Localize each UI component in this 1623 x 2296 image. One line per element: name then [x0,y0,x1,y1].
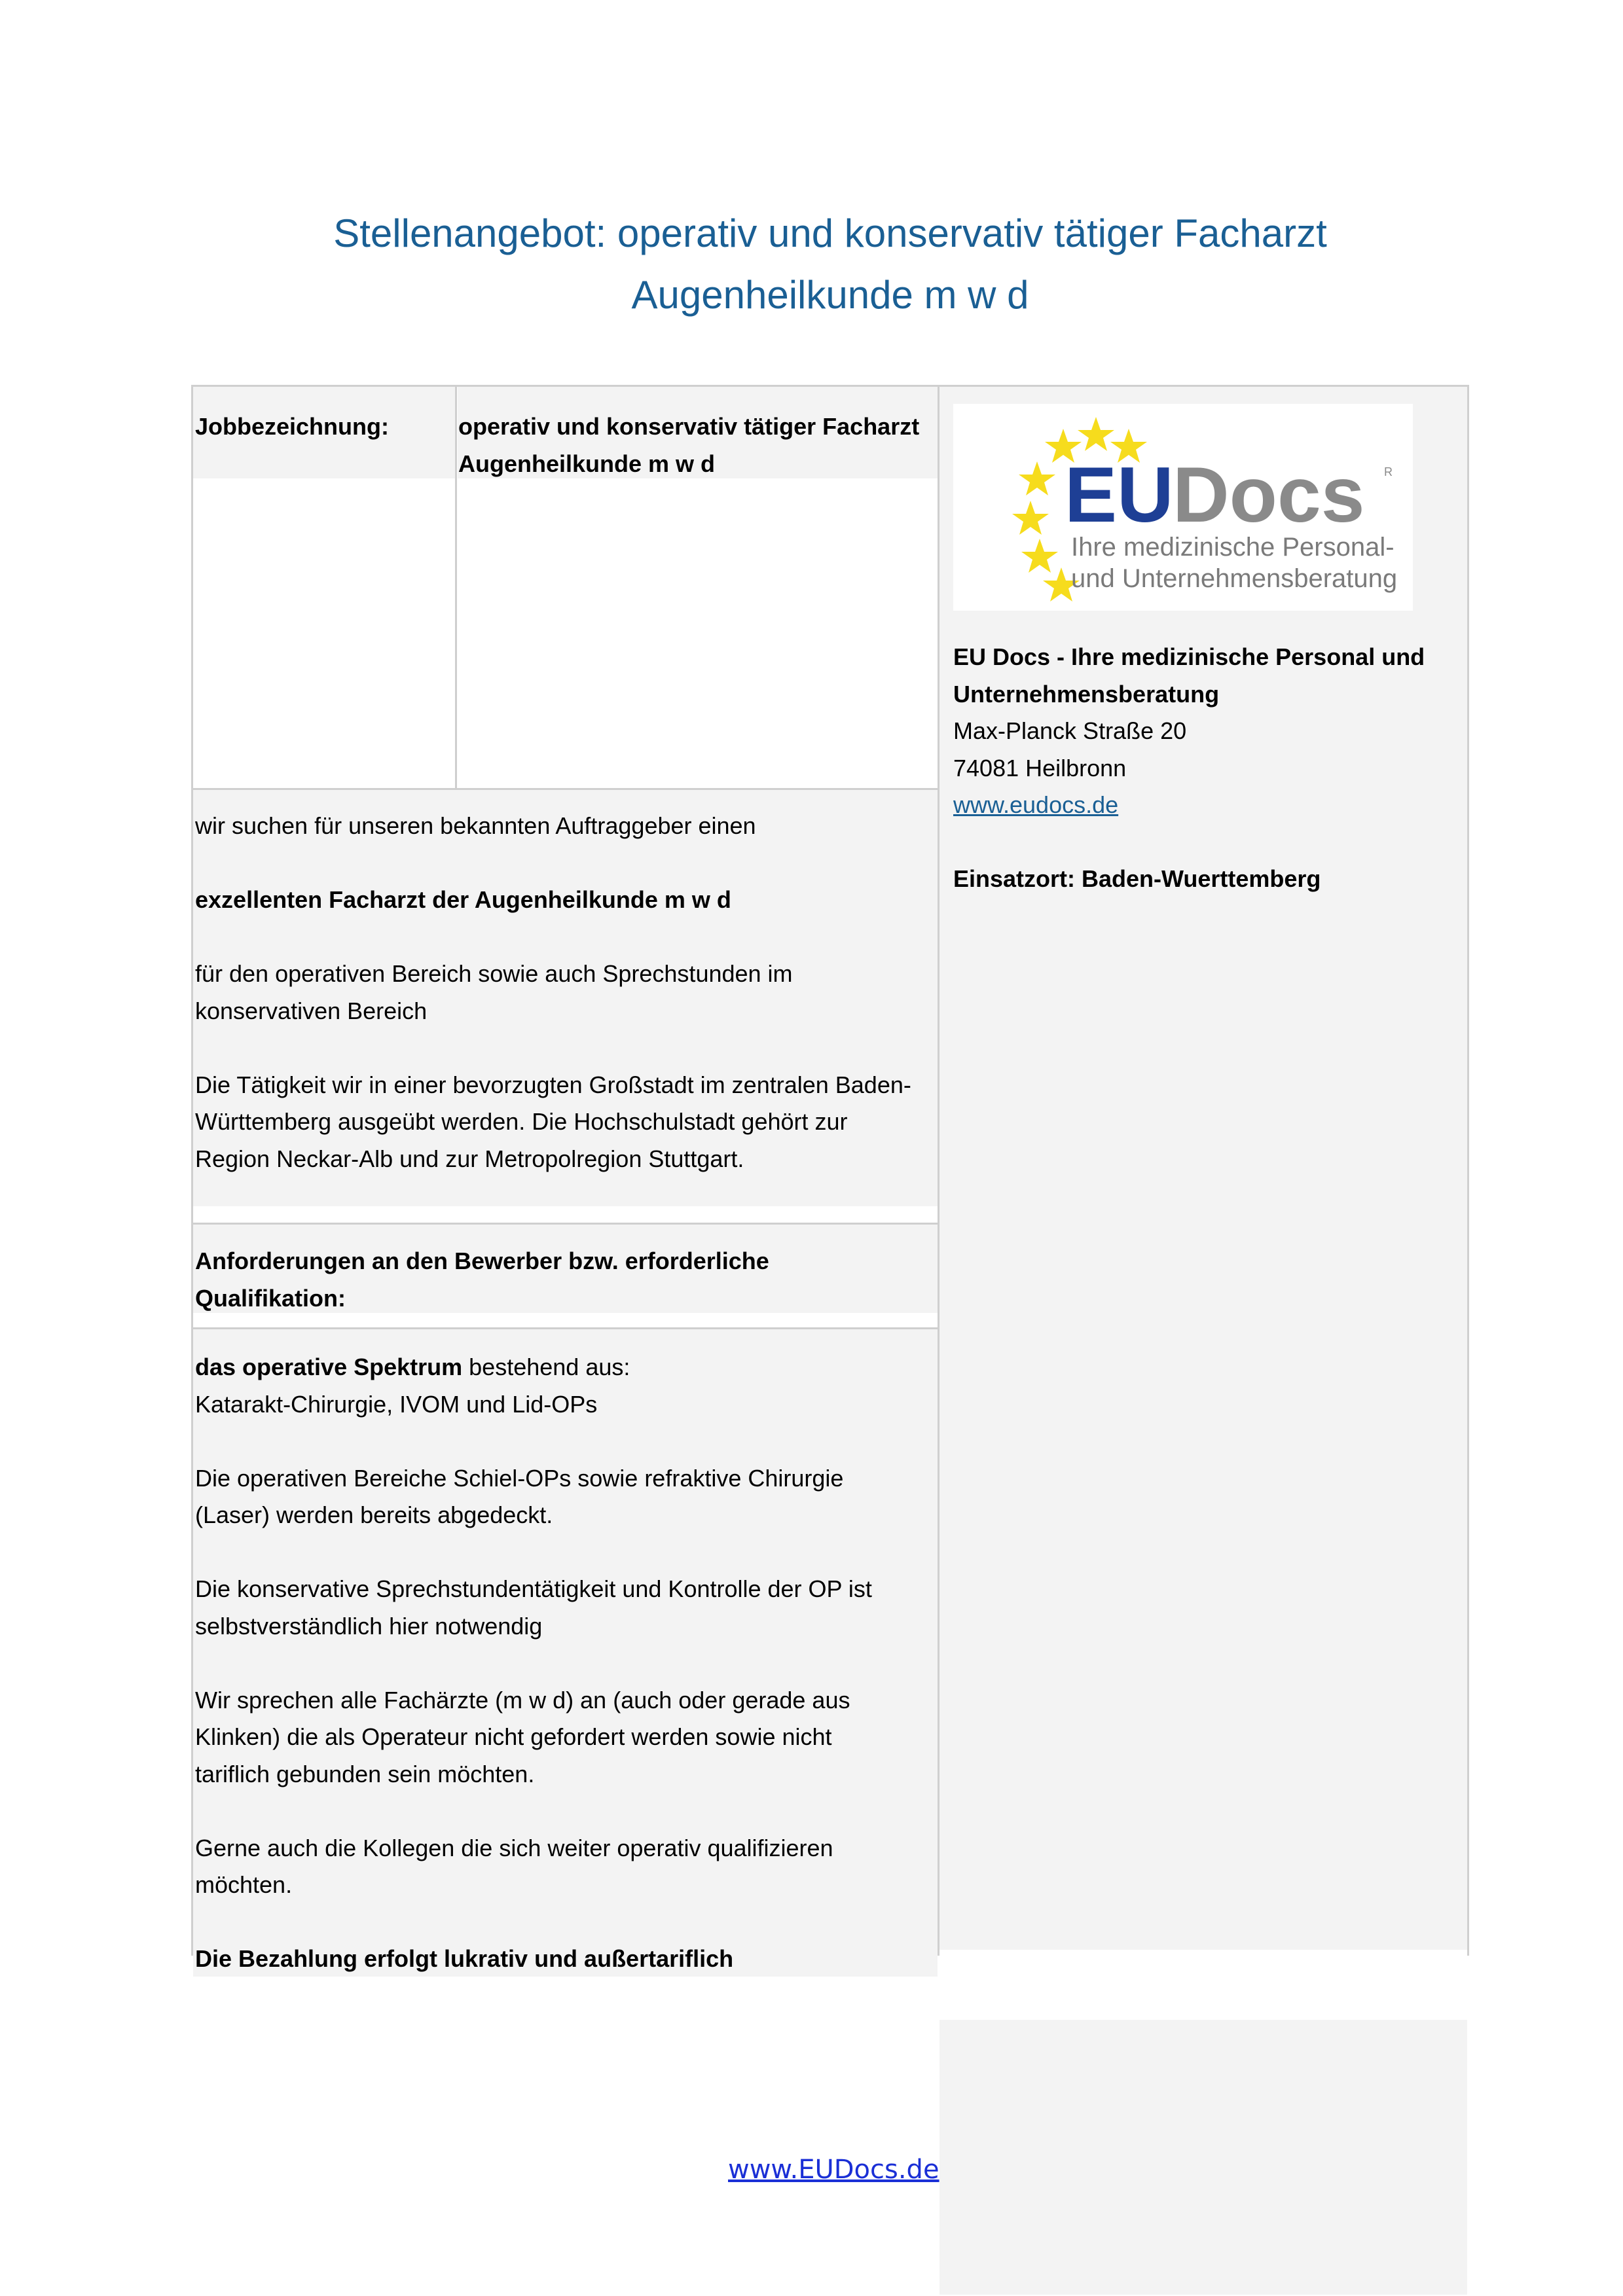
job-location: Einsatzort: Baden-Wuerttemberg [953,865,1321,892]
intro-text [195,808,935,1177]
intro-p2: exzellenten Facharzt der Augenheilkunde m w d [195,886,731,913]
company-info [953,639,1464,898]
requirements-p1-rest: bestehend aus: [462,1354,630,1380]
requirements-p4-line-1: Wir sprechen alle Fachärzte (m w d) an (auch oder gerade aus [195,1686,850,1713]
company-city: 74081 Heilbronn [953,754,1127,781]
requirements-heading-line-1: Anforderungen an den Bewerber bzw. erforderliche [195,1247,769,1274]
table-continuation [939,2020,1467,2295]
requirements-p1-bold: das operative Spektrum [195,1354,463,1380]
logo-tagline-2: und Unternehmensberatung [1071,564,1398,593]
table-border-right [1467,385,1469,1956]
requirements-heading-line-2: Qualifikation: [195,1284,346,1312]
page-title [0,203,1623,326]
requirements-p4-line-3: tariflich gebunden sein möchten. [195,1760,535,1787]
requirements-heading [195,1243,935,1317]
requirements-p5-line-2: möchten. [195,1871,293,1898]
requirements-p4-line-2: Klinken) die als Operateur nicht gefordert werden sowie nicht [195,1723,832,1750]
requirements-p4 [195,1682,935,1793]
requirements-p3-line-2: selbstverständlich hier notwendig [195,1612,543,1640]
company-website-link[interactable]: www.eudocs.de [953,791,1119,818]
intro-p3 [195,956,935,1030]
company-street: Max-Planck Straße 20 [953,717,1187,744]
requirements-p2-line-1: Die operativen Bereiche Schiel-OPs sowie refraktive Chirurgie [195,1464,844,1492]
job-title-value [458,408,936,482]
title-line-2: Augenheilkunde m w d [631,273,1029,317]
requirements-p3-line-1: Die konservative Sprechstundentätigkeit und Kontrolle der OP ist [195,1575,872,1602]
requirements-p1-line-2: Katarakt-Chirurgie, IVOM und Lid-OPs [195,1390,598,1418]
eudocs-logo-graphic [953,404,1413,611]
logo-text-eu: EU [1065,451,1174,539]
requirements-body [195,1349,935,1978]
job-row-divider [455,387,457,790]
requirements-p5 [195,1830,935,1904]
company-name-line-1: EU Docs - Ihre medizinische Personal und [953,643,1425,670]
logo-registered: R [1384,465,1393,478]
job-title-label: Jobbezeichnung: [195,413,389,440]
intro-p4-line-1: Die Tätigkeit wir in einer bevorzugten Großstadt im zentralen Baden- [195,1071,911,1098]
intro-p1: wir suchen für unseren bekannten Auftraggeber einen [195,812,756,839]
requirements-p6: Die Bezahlung erfolgt lukrativ und außertariflich [195,1945,734,1972]
intro-p3-line-1: für den operativen Bereich sowie auch Sprechstunden im [195,960,793,987]
intro-p3-line-2: konservativen Bereich [195,997,428,1024]
footer-website-link[interactable]: www.EUDocs.de [728,2155,939,2185]
requirements-p2-line-2: (Laser) werden bereits abgedeckt. [195,1501,553,1528]
requirements-p3 [195,1571,935,1645]
eudocs-logo [953,404,1413,611]
intro-p4 [195,1067,935,1178]
requirements-p1 [195,1349,935,1423]
requirements-p5-line-1: Gerne auch die Kollegen die sich weiter operativ qualifizieren [195,1834,833,1861]
intro-p4-line-2: Württemberg ausgeübt werden. Die Hochschulstadt gehört zur [195,1108,848,1135]
logo-tagline-1: Ihre medizinische Personal- [1071,533,1395,562]
job-title-value-line-1: operativ und konservativ tätiger Facharzt [458,413,920,440]
title-line-1: Stellenangebot: operativ und konservativ tätiger Facharzt [333,211,1327,255]
logo-text-docs: Docs [1173,451,1365,539]
job-title-value-line-2: Augenheilkunde m w d [458,450,716,477]
intro-p4-line-3: Region Neckar-Alb und zur Metropolregion Stuttgart. [195,1145,744,1172]
requirements-p2 [195,1460,935,1534]
company-column [939,387,1467,1950]
company-name-line-2: Unternehmensberatung [953,680,1220,708]
